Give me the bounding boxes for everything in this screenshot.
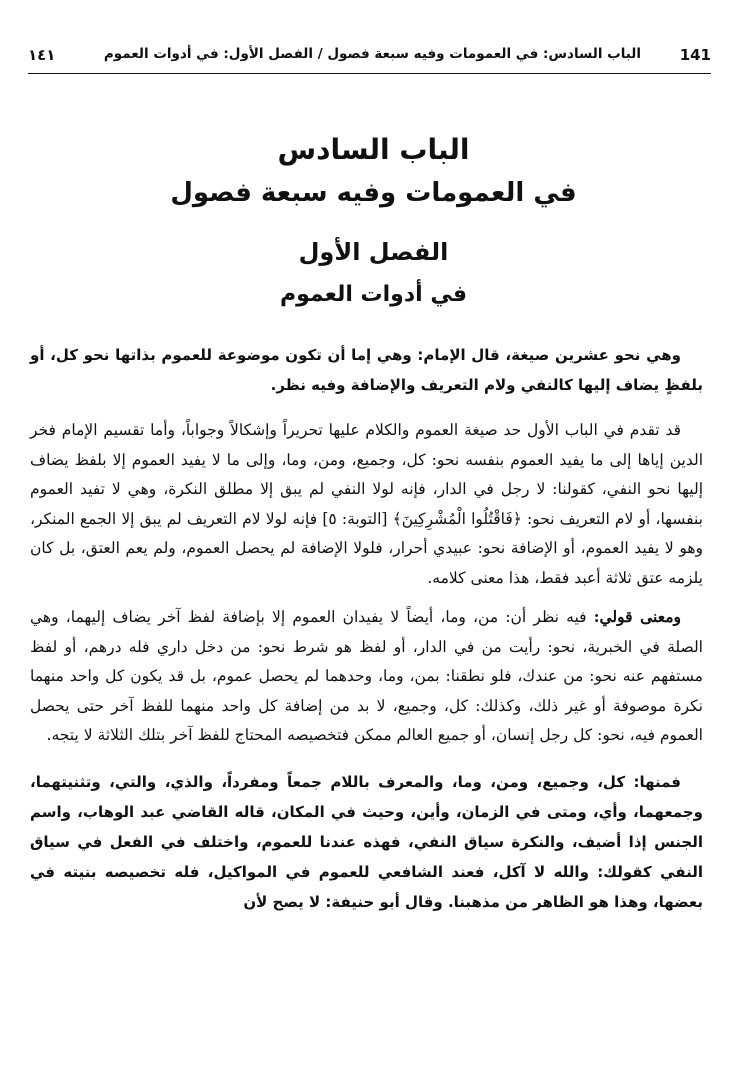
chapter-subtitle: في أدوات العموم — [279, 282, 468, 307]
paragraph-matn-1: وهي نحو عشرين صيغة، قال الإمام: وهي إما أن تكون موضوعة للعموم بذاتها نحو كل، أو بلفظٍ يضاف إليها كالنفي ولام التعريف والإضافة وفيه نظر. — [30, 346, 703, 394]
chapter-title: الفصل الأول — [298, 238, 449, 266]
paragraph-commentary-1: قد تقدم في الباب الأول حد صيغة العموم والكلام عليها تحريراً وإشكالاً وجواباً، وأما تقسيم الإمام فخر الدين إياها إلى ما يفيد العموم بنفسه نحو: كل، وجميع، ومن، وما، وإلى ما لا يفيد العموم إلا بلفظ يضاف إليها نحو النفي، كقولنا: لا رجل في الدار، فإنه لولا النفي لم يبق إلا مطلق النكرة، وهي لا تفيد العموم بنفسها، أو لام التعريف نحو: ﴿فَاقْتُلُوا الْمُشْرِكِينَ﴾ [التوبة: ٥] فإنه لولا لام التعريف لم يبق إلا الجمع المنكر، وهو لا يفيد العموم، أو الإضافة نحو: عبيدي أحرار، فلولا الإضافة لم يحصل العموم، ولم يعم العتق، بل كان يلزمه عتق ثلاثة أعبد فقط، هذا معنى كلامه. — [30, 421, 703, 587]
part-subtitle: في العمومات وفيه سبعة فصول — [170, 178, 577, 208]
running-header — [28, 44, 711, 70]
paragraph-lead: ومعنى قولي: — [593, 607, 681, 626]
page-number-arabic: ١٤١ — [28, 46, 56, 64]
page-number-latin: 141 — [679, 46, 711, 64]
paragraph-commentary-2 — [30, 602, 703, 751]
section-headings — [0, 130, 747, 316]
paragraph-matn-2: فمنها: كل، وجميع، ومن، وما، والمعرف باللام جمعاً ومفرداً، والذي، والتي، وتثنيتهما، وجمعهما، وأي، ومتى في الزمان، وأين، وحيث في المكان، قاله القاضي عبد الوهاب، واسم الجنس إذا أضيف، والنكرة سياق النفي، فهذه عندنا للعموم، واختلف في الفعل في سياق النفي كقولك: والله لا آكل، فعند الشافعي للعموم في المواكيل، فله تخصيصه بنيته في بعضها، وهذا هو الظاهر من مذهبنا. وقال أبو حنيفة: لا يصح لأن — [30, 772, 703, 911]
part-title: الباب السادس — [277, 133, 470, 166]
paragraph-commentary-2-text: فيه نظر أن: من، وما، أيضاً لا يفيدان العموم إلا بإضافة لفظ آخر يضاف إليهما، وهي الصلة في الخبرية، نحو: رأيت من في الدار، أو لفظ هو شرط نحو: من دخل داري فله درهم، أو لفظ مستفهم عنه نحو: من عندك، فلو نطقنا: بمن، وما، وحدهما لم يحصل عموم، بل قد يكون كل واحد منهما نكرة موصوفة أو غير ذلك، وكذلك: كل، وجميع، لا بد من إضافة كل واحد منهما للفظ آخر حتى يحصل العموم فيه، نحو: كل رجل إنسان، أو جميع العالم ممكن فتخصيصه المحتاج للفظ آخر بتلك الثلاثة لا يتجه. — [30, 608, 703, 744]
header-rule — [28, 73, 711, 74]
running-title: الباب السادس: في العمومات وفيه سبعة فصول / الفصل الأول: في أدوات العموم — [103, 46, 641, 62]
body-text — [30, 340, 703, 926]
